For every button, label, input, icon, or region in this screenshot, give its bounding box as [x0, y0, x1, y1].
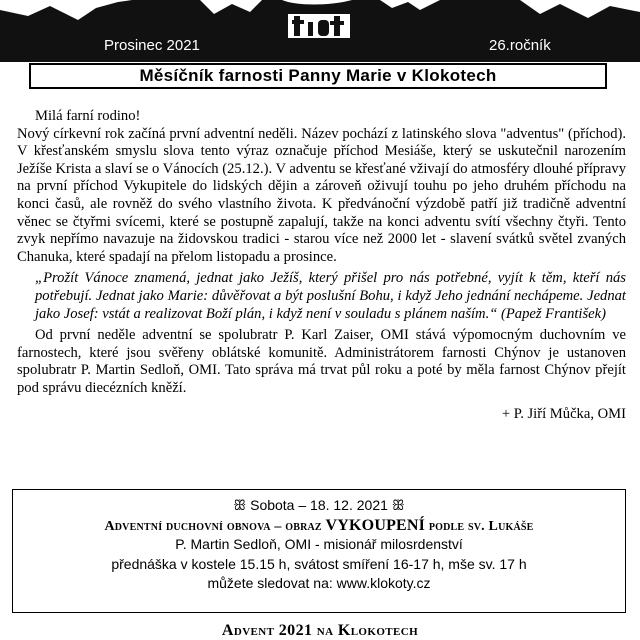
event-schedule: přednáška v kostele 15.15 h, svátost smíření 16-17 h, mše sv. 17 h: [111, 555, 527, 572]
issue-month: Prosinec 2021: [104, 37, 200, 54]
letter-paragraph-clergy: Od první neděle adventní se spolubratr P. Karl Zaiser, OMI stává výpomocným duchovním ve farnostech, které jsou svěřeny oblátské komunitě. Administrátorem farnosti Chýnov je ustanoven spolubratr P. Martin Sedloň, OMI. Tato správa má trvat půl roku a poté by měla farnost Chýnov přejít pod správu diecézních kněží.: [17, 327, 626, 396]
pastoral-letter: [17, 108, 626, 423]
event-online-link[interactable]: můžete sledovat na: www.klokoty.cz: [207, 575, 431, 591]
event-title-part2: podle sv. Lukáše: [428, 518, 534, 534]
event-speaker: P. Martin Sedloň, OMI - misionář milosrdenství: [175, 536, 463, 552]
fiat-logo: [284, 0, 354, 40]
fiat-logo-mark: [284, 0, 354, 40]
letter-greeting: Milá farní rodino!: [35, 108, 141, 124]
event-date: ꕥ Sobota – 18. 12. 2021 ꕥ: [233, 497, 405, 513]
masthead: [0, 0, 640, 96]
event-title-part1: Adventní duchovní obnova – obraz: [104, 518, 322, 534]
pope-quote: „Prožít Vánoce znamená, jednat jako Ježíš, který přišel pro nás potřebné, vyjít k těm, kteří nás potřebují. Jednat jako Marie: důvěřovat a být poslušní Bohu, i když Jeho jednání nechápeme. Jednat jako Josef: vstát a realizovat Boží plán, i když není v souladu s plánem naším.“ (Papež František): [35, 270, 626, 322]
letter-paragraph-advent: Nový církevní rok začíná první adventní neděli. Název pochází z latinského slova "adventus" (příchod). V křesťanském smyslu slova tento výraz označuje příchod Mesiáše, který se uskutečnil narozením Ježíše Krista a slaví se o Vánocích (25.12.). V adventu se křesťané vživají do atmosféry dlouhé přípravy na první příchod Vykupitele do lidských dějin a zároveň oživují touhu po jeho druhém příchodu na konci časů, ale rovněž do svého vlastního života. K předvánoční výzdobě patří již tradičně adventní věnec se čtyřmi svícemi, které se postupně zapalují, takže na konci adventu svítí všechny čtyři. Tento zvyk nepřímo navazuje na židovskou tradici - starou více než 2000 let - slavení svátků světel zvaných Chanuka, které spadají na přelom listopadu a prosince.: [17, 125, 626, 265]
letter-signature: + P. Jiří Můčka, OMI: [501, 405, 626, 422]
event-title-highlight: VYKOUPENÍ: [325, 516, 426, 534]
section-heading-advent: Advent 2021 na Klokotech: [221, 622, 419, 639]
event-title: [13, 516, 625, 536]
event-box: [12, 489, 626, 613]
newsletter-subtitle: Měsíčník farnosti Panny Marie v Klokotech: [29, 63, 607, 89]
volume-number: 26.ročník: [489, 37, 551, 54]
